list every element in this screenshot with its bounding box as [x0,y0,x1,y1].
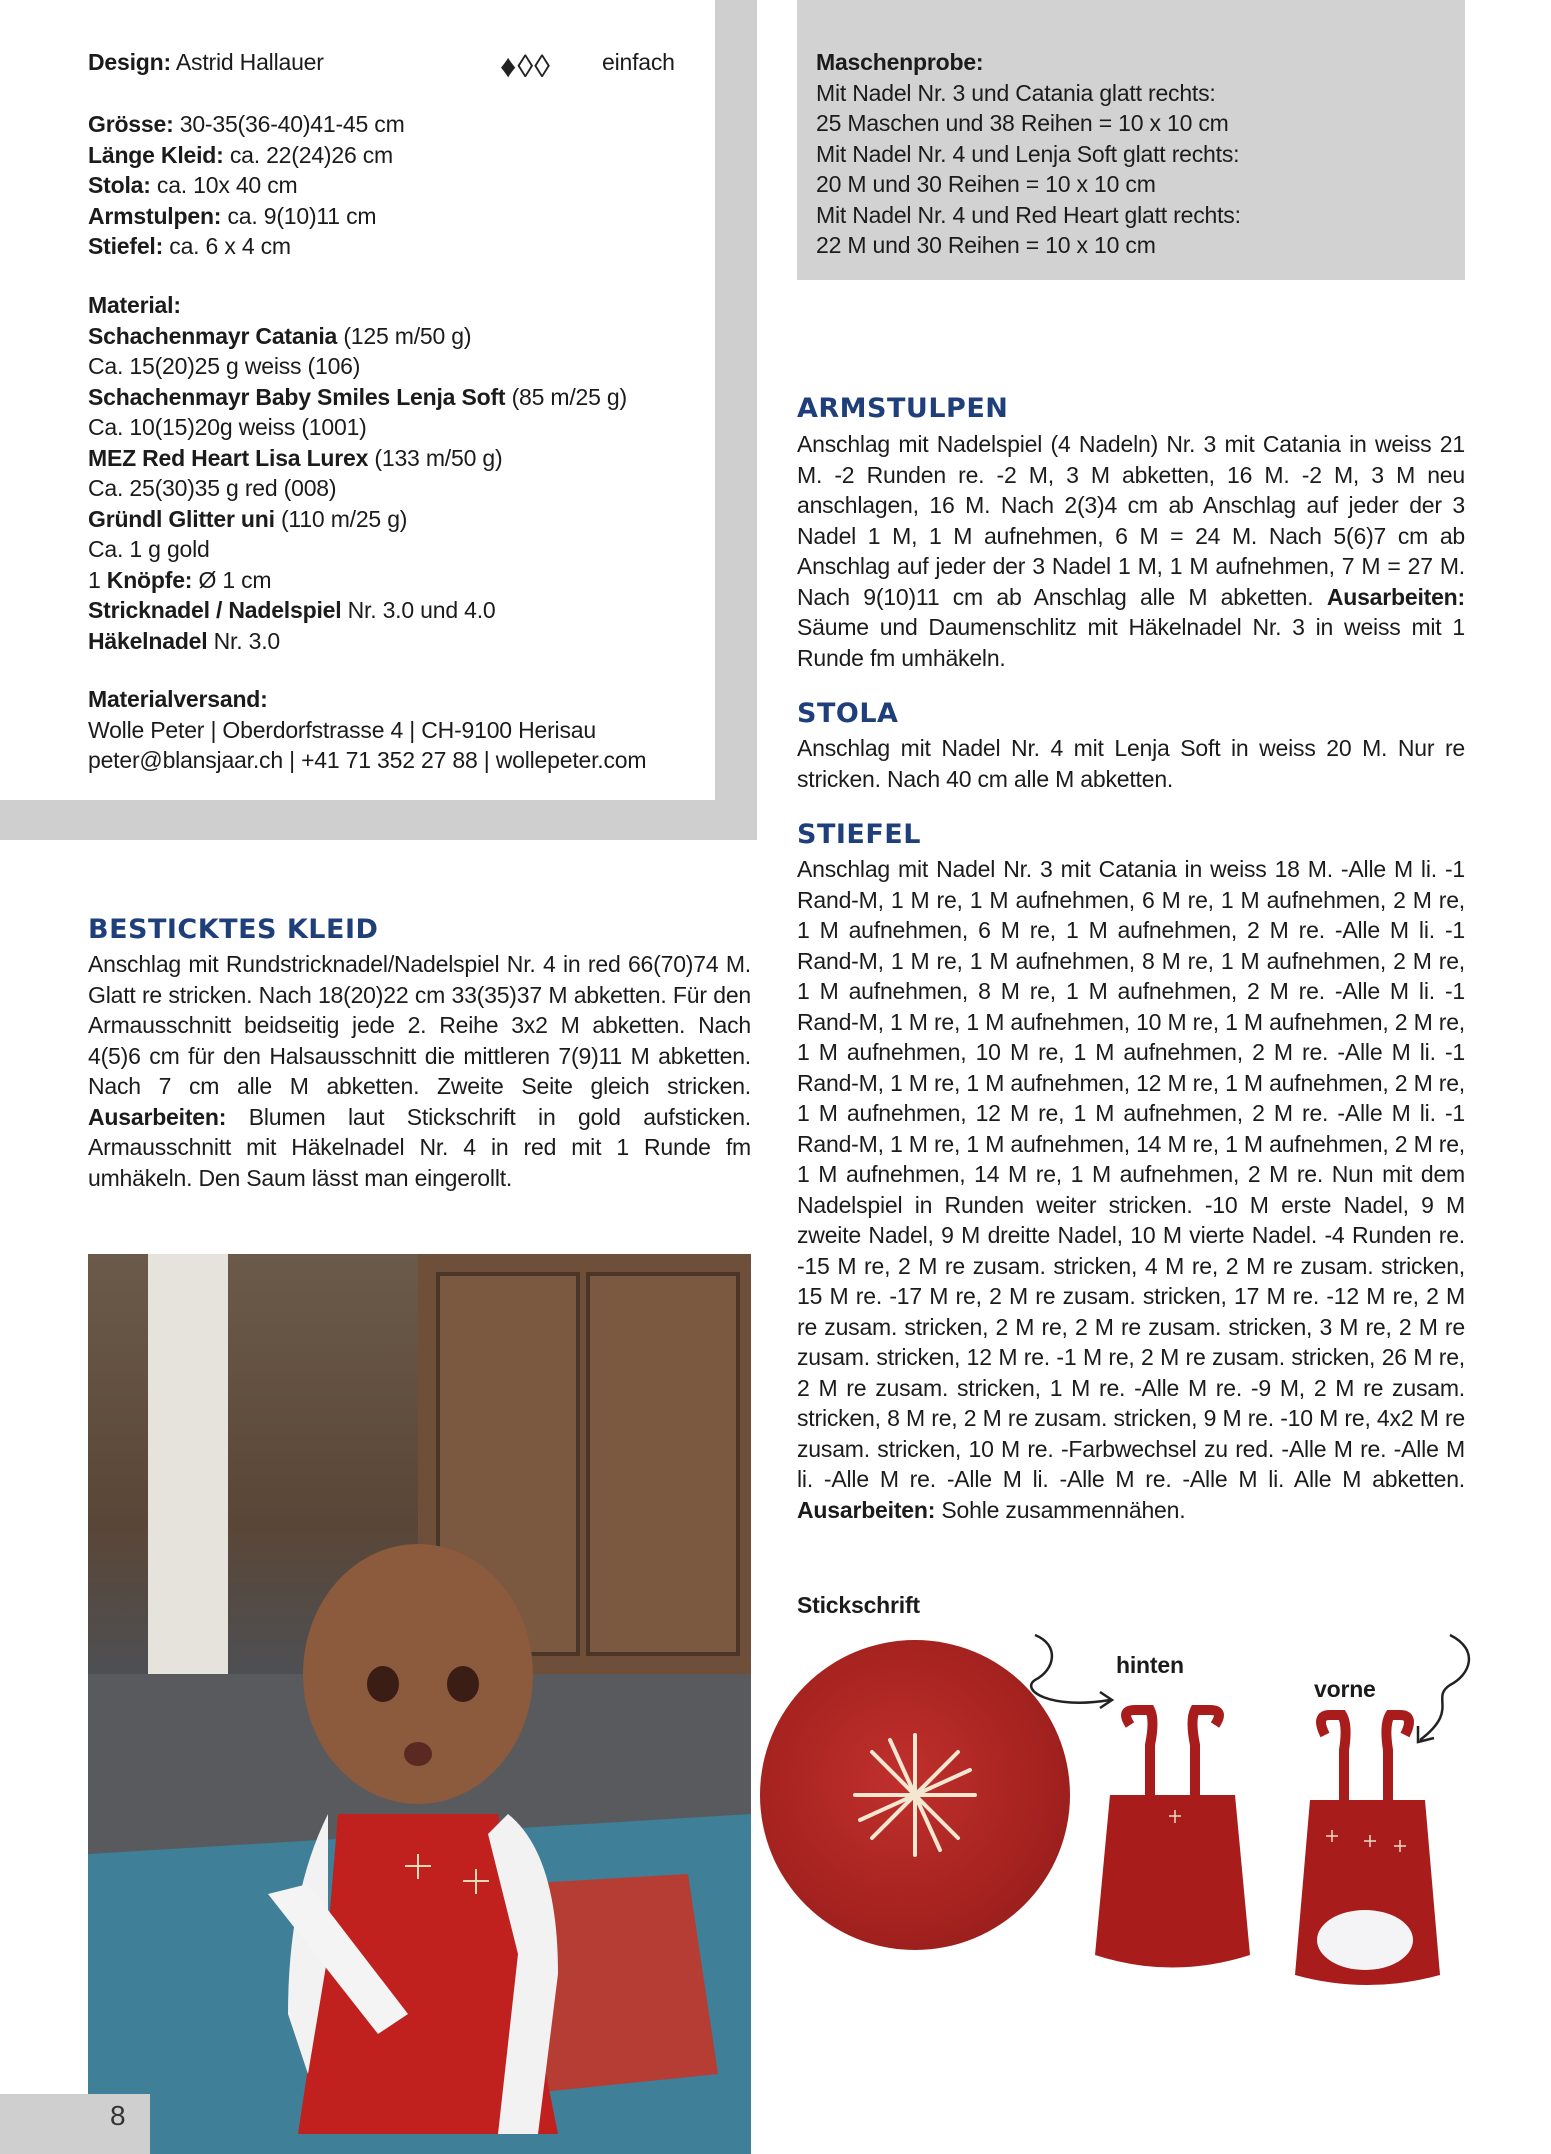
size-line [88,231,405,262]
material-line [88,351,627,382]
material-line [88,321,627,352]
star-embroidery-icon [760,1640,1070,1950]
material-name: Häkelnadel [88,627,208,654]
size-line [88,201,405,232]
material-line [88,595,627,626]
design-label: Design: [88,49,171,75]
gauge-lines [816,78,1241,261]
armstulpen-ausarbeiten-label: Ausarbeiten: [1326,583,1465,610]
kleid-body [88,949,751,1193]
material-detail: (85 m/25 g) [505,383,627,410]
material-detail: Ca. 15(20)25 g weiss (106) [88,353,361,379]
kleid-text: Anschlag mit Rundstricknadel/Nadelspiel Nr. 4 in red 66(70)74 M. Glatt re stricken. Nach 18(20)22 cm 33(35)37 M abketten. Für den Armausschnitt beidseitig jede 2. Reihe 3x2 M abketten. Nach 4(5)6 cm für den Halsausschnitt die mittleren 7(9)11 M abketten. Nach 7 cm alle M abketten. Zweite Seite gleich stricken. [88,951,751,1099]
versand-title: Materialversand: [88,686,268,712]
gauge-text [816,47,1241,261]
material-line [88,473,627,504]
gauge-line: Mit Nadel Nr. 4 und Red Heart glatt rechts: [816,201,1241,228]
material-detail: Nr. 3.0 und 4.0 [341,597,496,623]
gauge-line: Mit Nadel Nr. 4 und Lenja Soft glatt rechts: [816,140,1240,167]
material-line [88,565,627,596]
sizes-block [88,109,405,262]
material-line [88,534,627,565]
bootie-back-photo [1080,1705,1265,1985]
material-line [88,382,627,413]
size-value: ca. 10x 40 cm [150,172,298,198]
material-detail: (110 m/25 g) [274,505,408,532]
material-detail: Ca. 1 g gold [88,536,210,562]
material-detail: (125 m/50 g) [337,322,472,349]
stickschrift-title [797,1590,920,1621]
design-value: Astrid Hallauer [170,49,324,75]
page-number-box [0,2094,150,2154]
material-block [88,290,627,656]
material-name: Schachenmayr Baby Smiles Lenja Soft [88,383,506,410]
material-line [88,412,627,443]
kleid-heading: BESTICKTES KLEID [88,914,379,945]
material-line [88,626,627,657]
hinten-label [1116,1650,1184,1681]
material-name: MEZ Red Heart Lisa Lurex [88,444,369,471]
material-list [88,321,627,657]
stiefel-text: Anschlag mit Nadel Nr. 3 mit Catania in weiss 18 M. -Alle M li. -1 Rand-M, 1 M re, 1 M aufnehmen, 6 M re, 1 M aufnehmen, 2 M re, 1 M aufnehmen, 6 M re, 1 M aufnehmen, 2 M re. -Alle M li. -1 Rand-M, 1 M re, 1 M aufnehmen, 8 M re, 1 M aufnehmen, 2 M re, 1 M aufnehmen, 8 M re, 1 M aufnehmen, 2 M re. -Alle M li. -1 Rand-M, 1 M re, 1 M aufnehmen, 10 M re, 1 M aufnehmen, 2 M re, 1 M aufnehmen, 10 M re, 1 M aufnehmen, 2 M re. -Alle M li. -1 Rand-M, 1 M re, 1 M aufnehmen, 12 M re, 1 M aufnehmen, 2 M re, 1 M aufnehmen, 12 M re, 1 M aufnehmen, 2 M re. -Alle M li. -1 Rand-M, 1 M re, 1 M aufnehmen, 14 M re, 1 M aufnehmen, 2 M re, 1 M aufnehmen, 14 M re, 1 M aufnehmen, 2 M re. Nun mit dem Nadelspiel in Runden weiter stricken. -10 M erste Nadel, 9 M zweite Nadel, 9 M dreitte Nadel, 10 M vierte Nadel. -4 Runden re. -15 M re, 2 M re zusam. stricken, 4 M re, 2 M re zusam. stricken, 15 M re. -17 M re, 2 M re zusam. stricken, 17 M re. -12 M re, 2 M re zusam. stricken, 2 M re, 2 M re zusam. stricken, 3 M re, 2 M re zusam. stricken, 12 M re. -1 M re, 2 M re zusam. stricken, 26 M re, 2 M re zusam. stricken, 1 M re. -Alle M re. -9 M, 2 M re zusam. stricken, 8 M re, 2 M re zusam. stricken, 9 M re. -10 M re, 4x2 M re zusam. stricken, 10 M re. -Farbwechsel zu red. -Alle M re. -Alle M li. -Alle M re. -Alle M li. -Alle M re. -Alle M li. Alle M abketten. [797,856,1465,1492]
doll-photo [88,1254,751,2154]
size-value: ca. 9(10)11 cm [221,202,377,229]
versand-address: Wolle Peter | Oberdorfstrasse 4 | CH-9100 Herisau [88,716,596,743]
gauge-line: 20 M und 30 Reihen = 10 x 10 cm [816,171,1156,197]
material-detail: (133 m/50 g) [368,444,503,471]
armstulpen-body [797,429,1465,673]
material-name: Schachenmayr Catania [88,322,338,349]
vorne-label-text: vorne [1314,1676,1376,1702]
size-line [88,109,405,140]
material-detail: Ca. 25(30)35 g red (008) [88,475,337,501]
material-name: Stricknadel / Nadelspiel [88,597,342,623]
size-value: ca. 22(24)26 cm [223,141,394,168]
stiefel-ausarbeiten-text: Sohle zusammennähen. [935,1496,1186,1523]
stola-heading: STOLA [797,698,899,729]
size-label: Stola: [88,172,151,198]
armstulpen-heading: ARMSTULPEN [797,393,1009,424]
page-number: 8 [110,2100,126,2131]
kleid-ausarbeiten-text: Blumen laut Stickschrift in gold aufsticken. Armausschnitt mit Häkelnadel Nr. 4 in red mit 1 Runde fm umhäkeln. Den Saum lässt man eingerollt. [88,1103,751,1191]
stiefel-body [797,854,1465,1525]
material-detail: Ø 1 cm [192,566,272,593]
size-line [88,140,405,171]
material-name: Gründl Glitter uni [88,505,275,532]
gauge-title: Maschenprobe: [816,49,984,75]
material-prefix: 1 [88,566,107,593]
material-detail: Nr. 3.0 [207,627,280,654]
embroidery-closeup-photo [760,1640,1070,1950]
design-line [88,47,324,78]
gauge-line: 22 M und 30 Reihen = 10 x 10 cm [816,232,1156,258]
gauge-line: 25 Maschen und 38 Reihen = 10 x 10 cm [816,110,1229,136]
material-detail: Ca. 10(15)20g weiss (1001) [88,414,367,440]
bootie-front-photo [1280,1705,1455,1995]
armstulpen-text: Anschlag mit Nadelspiel (4 Nadeln) Nr. 3 mit Catania in weiss 21 M. -2 Runden re. -2 M, 3 M abketten, 16 M. -2 M, 3 M neu anschlagen, 16 M. Nach 2(3)4 cm ab Anschlag auf jeder der 3 Nadel 1 M, 1 M aufnehmen, 6 M = 24 M. Nach 5(6)7 cm ab Anschlag auf jeder der 3 Nadel 1 M, 1 M aufnehmen, 7 M = 27 M. Nach 9(10)11 cm ab Anschlag alle M abketten. [797,431,1465,610]
versand-contact: peter@blansjaar.ch | +41 71 352 27 88 | wollepeter.com [88,747,647,773]
stiefel-heading: STIEFEL [797,819,921,850]
armstulpen-ausarbeiten-text: Säume und Daumenschlitz mit Häkelnadel Nr. 3 in weiss mit 1 Runde fm umhäkeln. [797,614,1465,671]
vorne-label [1314,1674,1376,1705]
size-label: Stiefel: [88,233,164,259]
material-line [88,443,627,474]
gauge-line: Mit Nadel Nr. 3 und Catania glatt rechts: [816,79,1216,106]
hinten-label-text: hinten [1116,1652,1184,1678]
size-value: ca. 6 x 4 cm [163,233,291,259]
difficulty-icon: ♦◊◊ [500,48,551,84]
size-value: 30-35(36-40)41-45 cm [173,111,405,137]
difficulty-label: einfach [602,49,675,75]
versand-block [88,684,646,776]
material-title: Material: [88,292,181,318]
stola-body: Anschlag mit Nadel Nr. 4 mit Lenja Soft in weiss 20 M. Nur re stricken. Nach 40 cm alle M abketten. [797,735,1465,792]
kleid-ausarbeiten-label: Ausarbeiten: [88,1103,227,1130]
stiefel-ausarbeiten-label: Ausarbeiten: [797,1496,936,1523]
size-label: Länge Kleid: [88,141,224,168]
size-line [88,170,405,201]
material-name: Knöpfe: [106,566,193,593]
stickschrift-title-text: Stickschrift [797,1592,920,1618]
size-label: Grösse: [88,111,174,137]
size-label: Armstulpen: [88,202,222,229]
doll-photo-illustration [88,1254,751,2154]
material-line [88,504,627,535]
